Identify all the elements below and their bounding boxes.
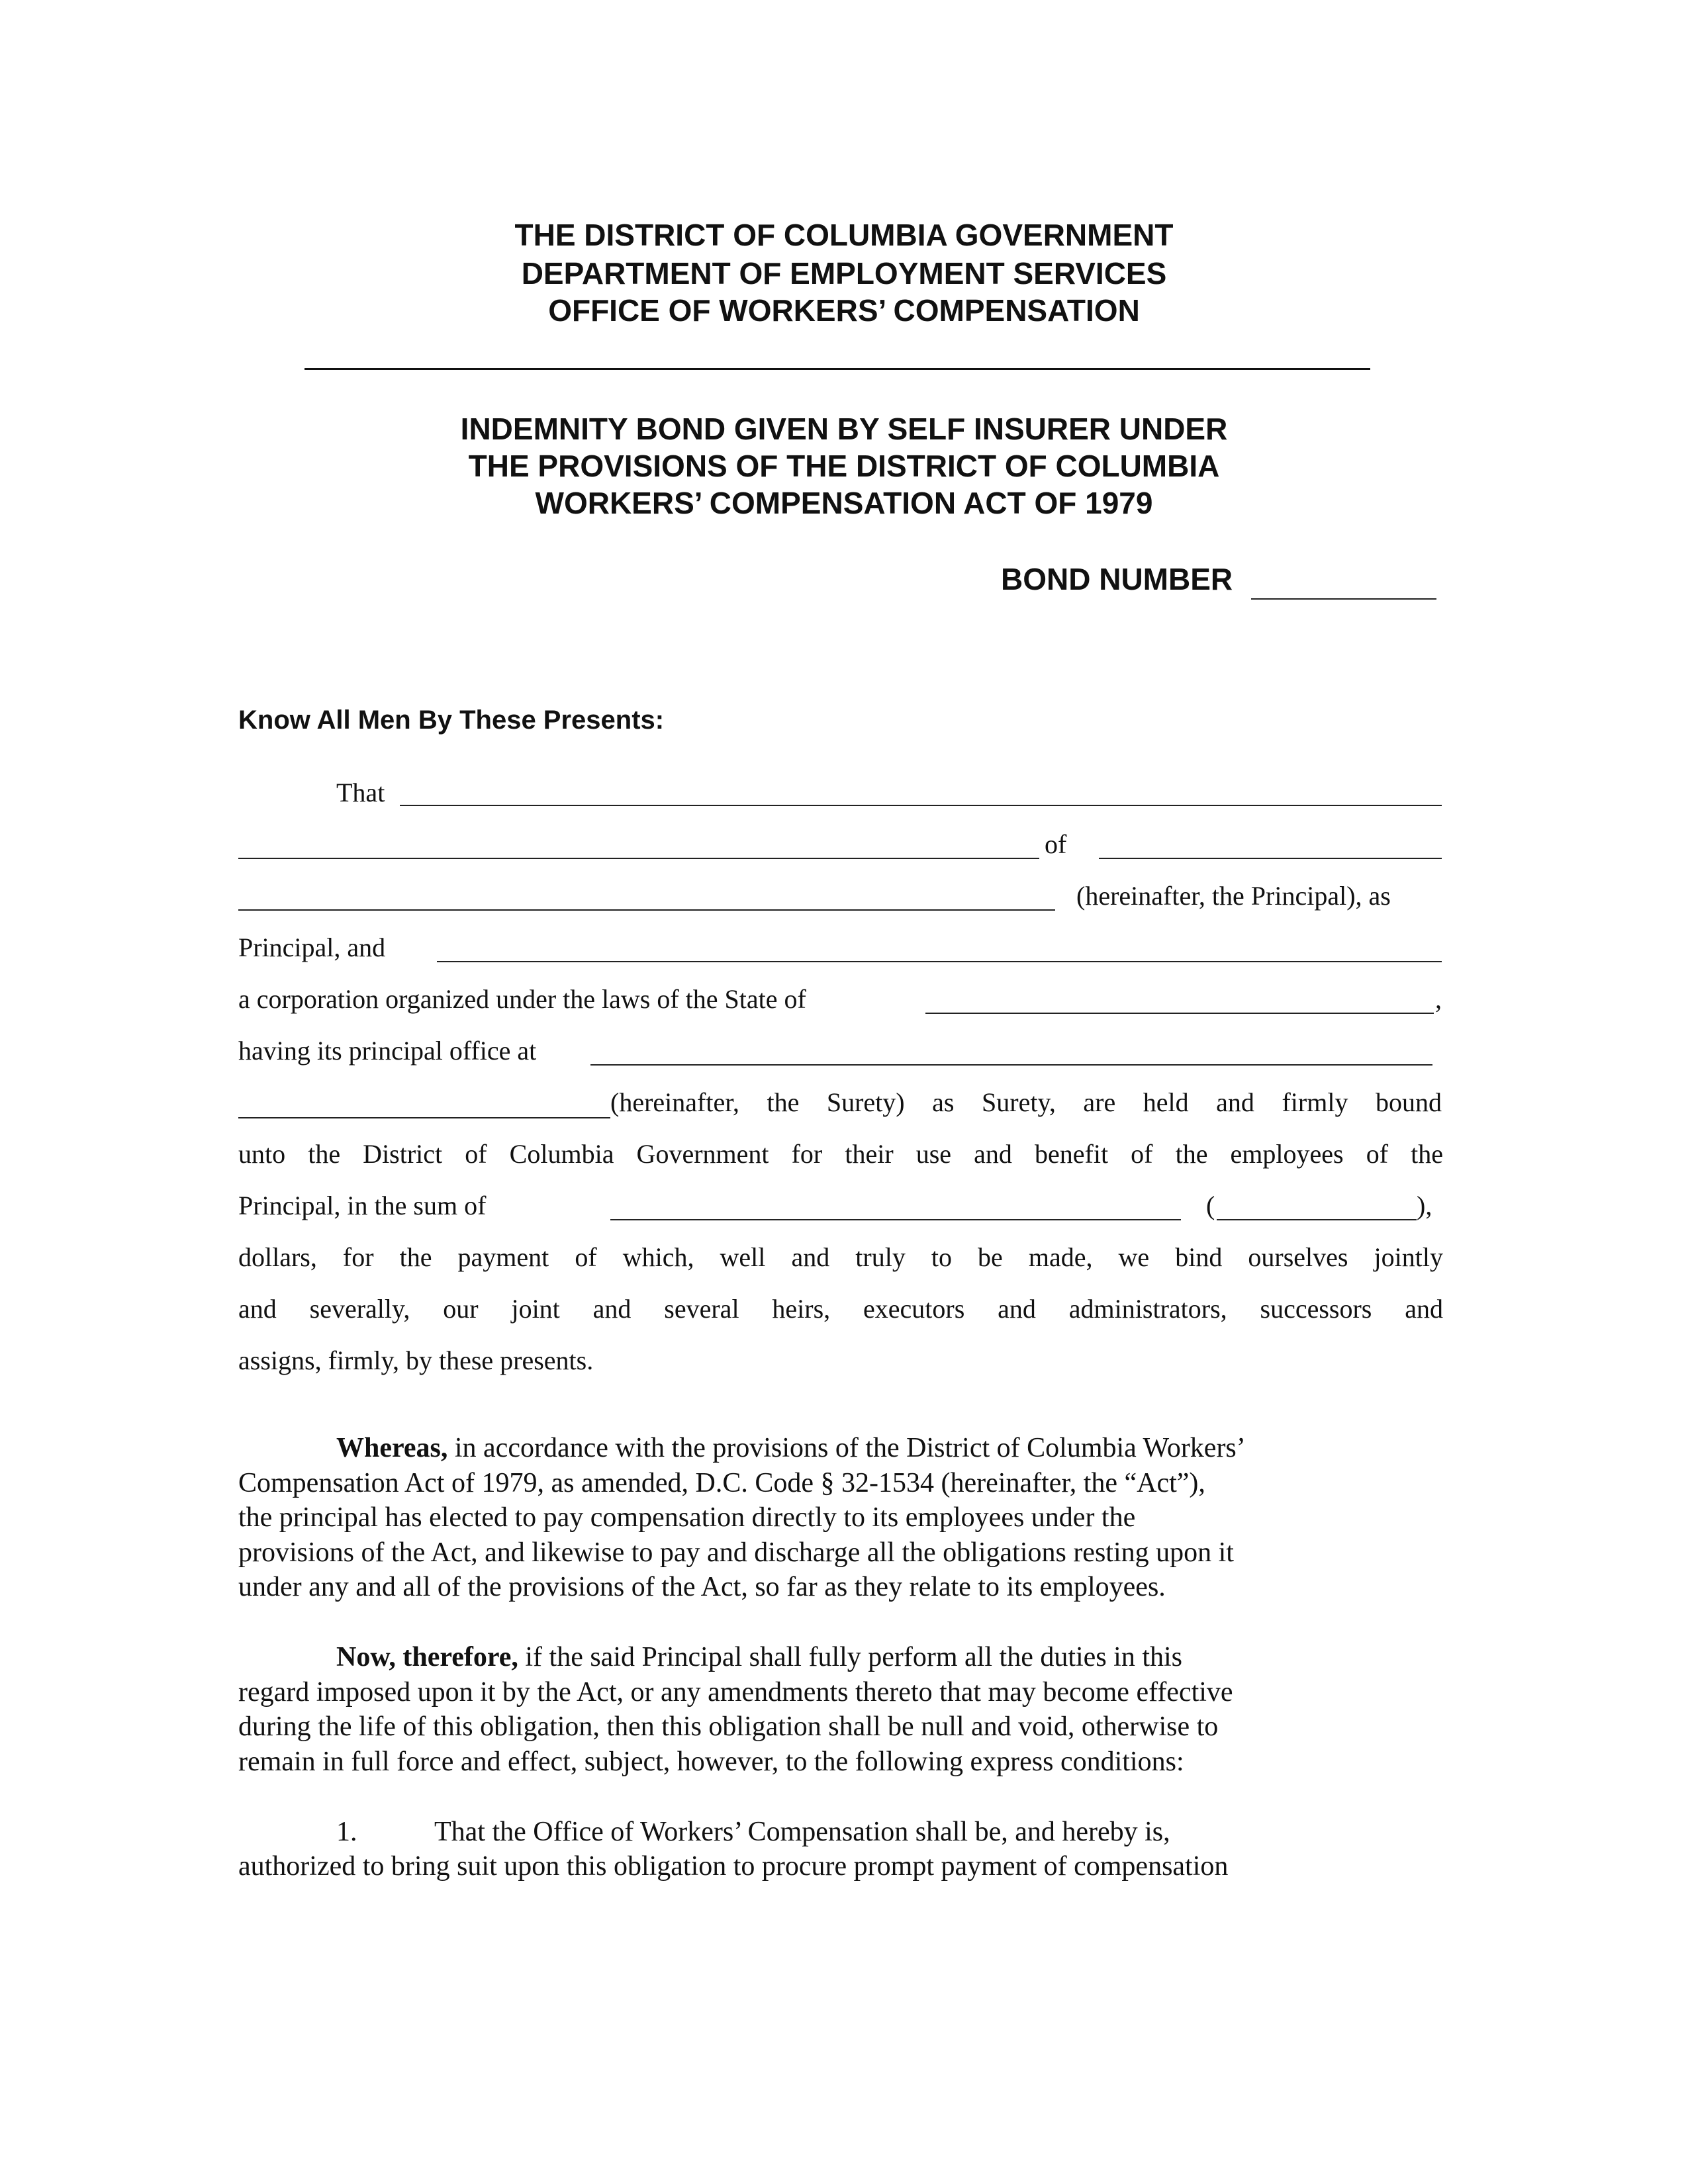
now-therefore-line-1: if the said Principal shall fully perform all the duties in this xyxy=(518,1642,1183,1672)
agency-header-line-3: OFFICE OF WORKERS’ COMPENSATION xyxy=(548,293,1140,328)
condition-1-line-2: authorized to bring suit upon this obligation to procure prompt payment of compensation xyxy=(238,1851,1229,1882)
of-label: of xyxy=(1045,829,1067,859)
whereas-line-5: under any and all of the provisions of the Act, so far as they relate to its employees. xyxy=(238,1572,1166,1602)
whereas-line-2: Compensation Act of 1979, as amended, D.C. Code § 32-1534 (hereinafter, the “Act”), xyxy=(238,1467,1205,1498)
now-therefore-paragraph xyxy=(238,1640,1403,1779)
dollars-line: dollars, for the payment of which, well and truly to be made, we bind ourselves jointly xyxy=(238,1242,1443,1272)
now-therefore-lead: Now, therefore, xyxy=(336,1642,518,1672)
principal-sum-label: Principal, in the sum of xyxy=(238,1191,487,1220)
principal-office-label: having its principal office at xyxy=(238,1036,537,1066)
unto-line: unto the District of Columbia Government for their use and benefit of the employees of the xyxy=(238,1139,1443,1169)
hereinafter-principal-text: (hereinafter, the Principal), as xyxy=(1076,881,1391,911)
principal-and-label: Principal, and xyxy=(238,933,386,962)
surety-office-field-2[interactable] xyxy=(238,1117,610,1118)
now-therefore-line-3: during the life of this obligation, then this obligation shall be null and void, otherwise to xyxy=(238,1711,1219,1742)
bond-title-line-1: INDEMNITY BOND GIVEN BY SELF INSURER UNDER xyxy=(460,412,1228,446)
agency-header-line-1: THE DISTRICT OF COLUMBIA GOVERNMENT xyxy=(514,218,1174,252)
header-divider xyxy=(305,368,1370,370)
whereas-paragraph xyxy=(238,1431,1403,1605)
corporation-label: a corporation organized under the laws of the State of xyxy=(238,984,806,1014)
whereas-line-1: in accordance with the provisions of the District of Columbia Workers’ xyxy=(447,1433,1246,1463)
bond-title-line-2: THE PROVISIONS OF THE DISTRICT OF COLUMBIA xyxy=(468,449,1220,483)
know-all-men-heading: Know All Men By These Presents: xyxy=(238,705,665,735)
paren-close: ), xyxy=(1417,1191,1432,1220)
severally-line: and severally, our joint and several heirs, executors and administrators, successors and xyxy=(238,1294,1443,1324)
whereas-line-3: the principal has elected to pay compensation directly to its employees under the xyxy=(238,1502,1136,1533)
principal-name-field[interactable] xyxy=(400,805,1442,806)
whereas-lead: Whereas, xyxy=(336,1433,448,1463)
state-comma: , xyxy=(1435,984,1442,1014)
condition-1-paragraph xyxy=(238,1815,1403,1884)
condition-1-number: 1. xyxy=(336,1817,357,1847)
principal-location-field[interactable] xyxy=(1099,858,1442,859)
surety-name-field[interactable] xyxy=(437,961,1442,962)
that-label: That xyxy=(336,778,385,807)
now-therefore-line-4: remain in full force and effect, subject, however, to the following express conditions: xyxy=(238,1746,1184,1777)
agency-header-line-2: DEPARTMENT OF EMPLOYMENT SERVICES xyxy=(521,256,1167,291)
principal-address-field[interactable] xyxy=(238,909,1055,911)
principal-name-field-2[interactable] xyxy=(238,858,1039,859)
surety-office-field[interactable] xyxy=(590,1064,1432,1066)
hereinafter-surety-text: (hereinafter, the Surety) as Surety, are held and firmly bound xyxy=(610,1087,1442,1117)
sum-words-field[interactable] xyxy=(610,1219,1181,1220)
bond-number-field[interactable] xyxy=(1251,598,1436,600)
condition-1-line-1: That the Office of Workers’ Compensation shall be, and hereby is, xyxy=(434,1817,1170,1847)
bond-number-label: BOND NUMBER xyxy=(1001,562,1233,596)
now-therefore-line-2: regard imposed upon it by the Act, or any amendments thereto that may become effective xyxy=(238,1676,1233,1707)
assigns-line: assigns, firmly, by these presents. xyxy=(238,1345,594,1375)
bond-title-line-3: WORKERS’ COMPENSATION ACT OF 1979 xyxy=(535,486,1153,520)
paren-open: ( xyxy=(1206,1191,1215,1220)
surety-state-field[interactable] xyxy=(925,1013,1434,1014)
sum-figures-field[interactable] xyxy=(1217,1219,1417,1220)
whereas-line-4: provisions of the Act, and likewise to pay and discharge all the obligations resting upon it xyxy=(238,1537,1234,1568)
